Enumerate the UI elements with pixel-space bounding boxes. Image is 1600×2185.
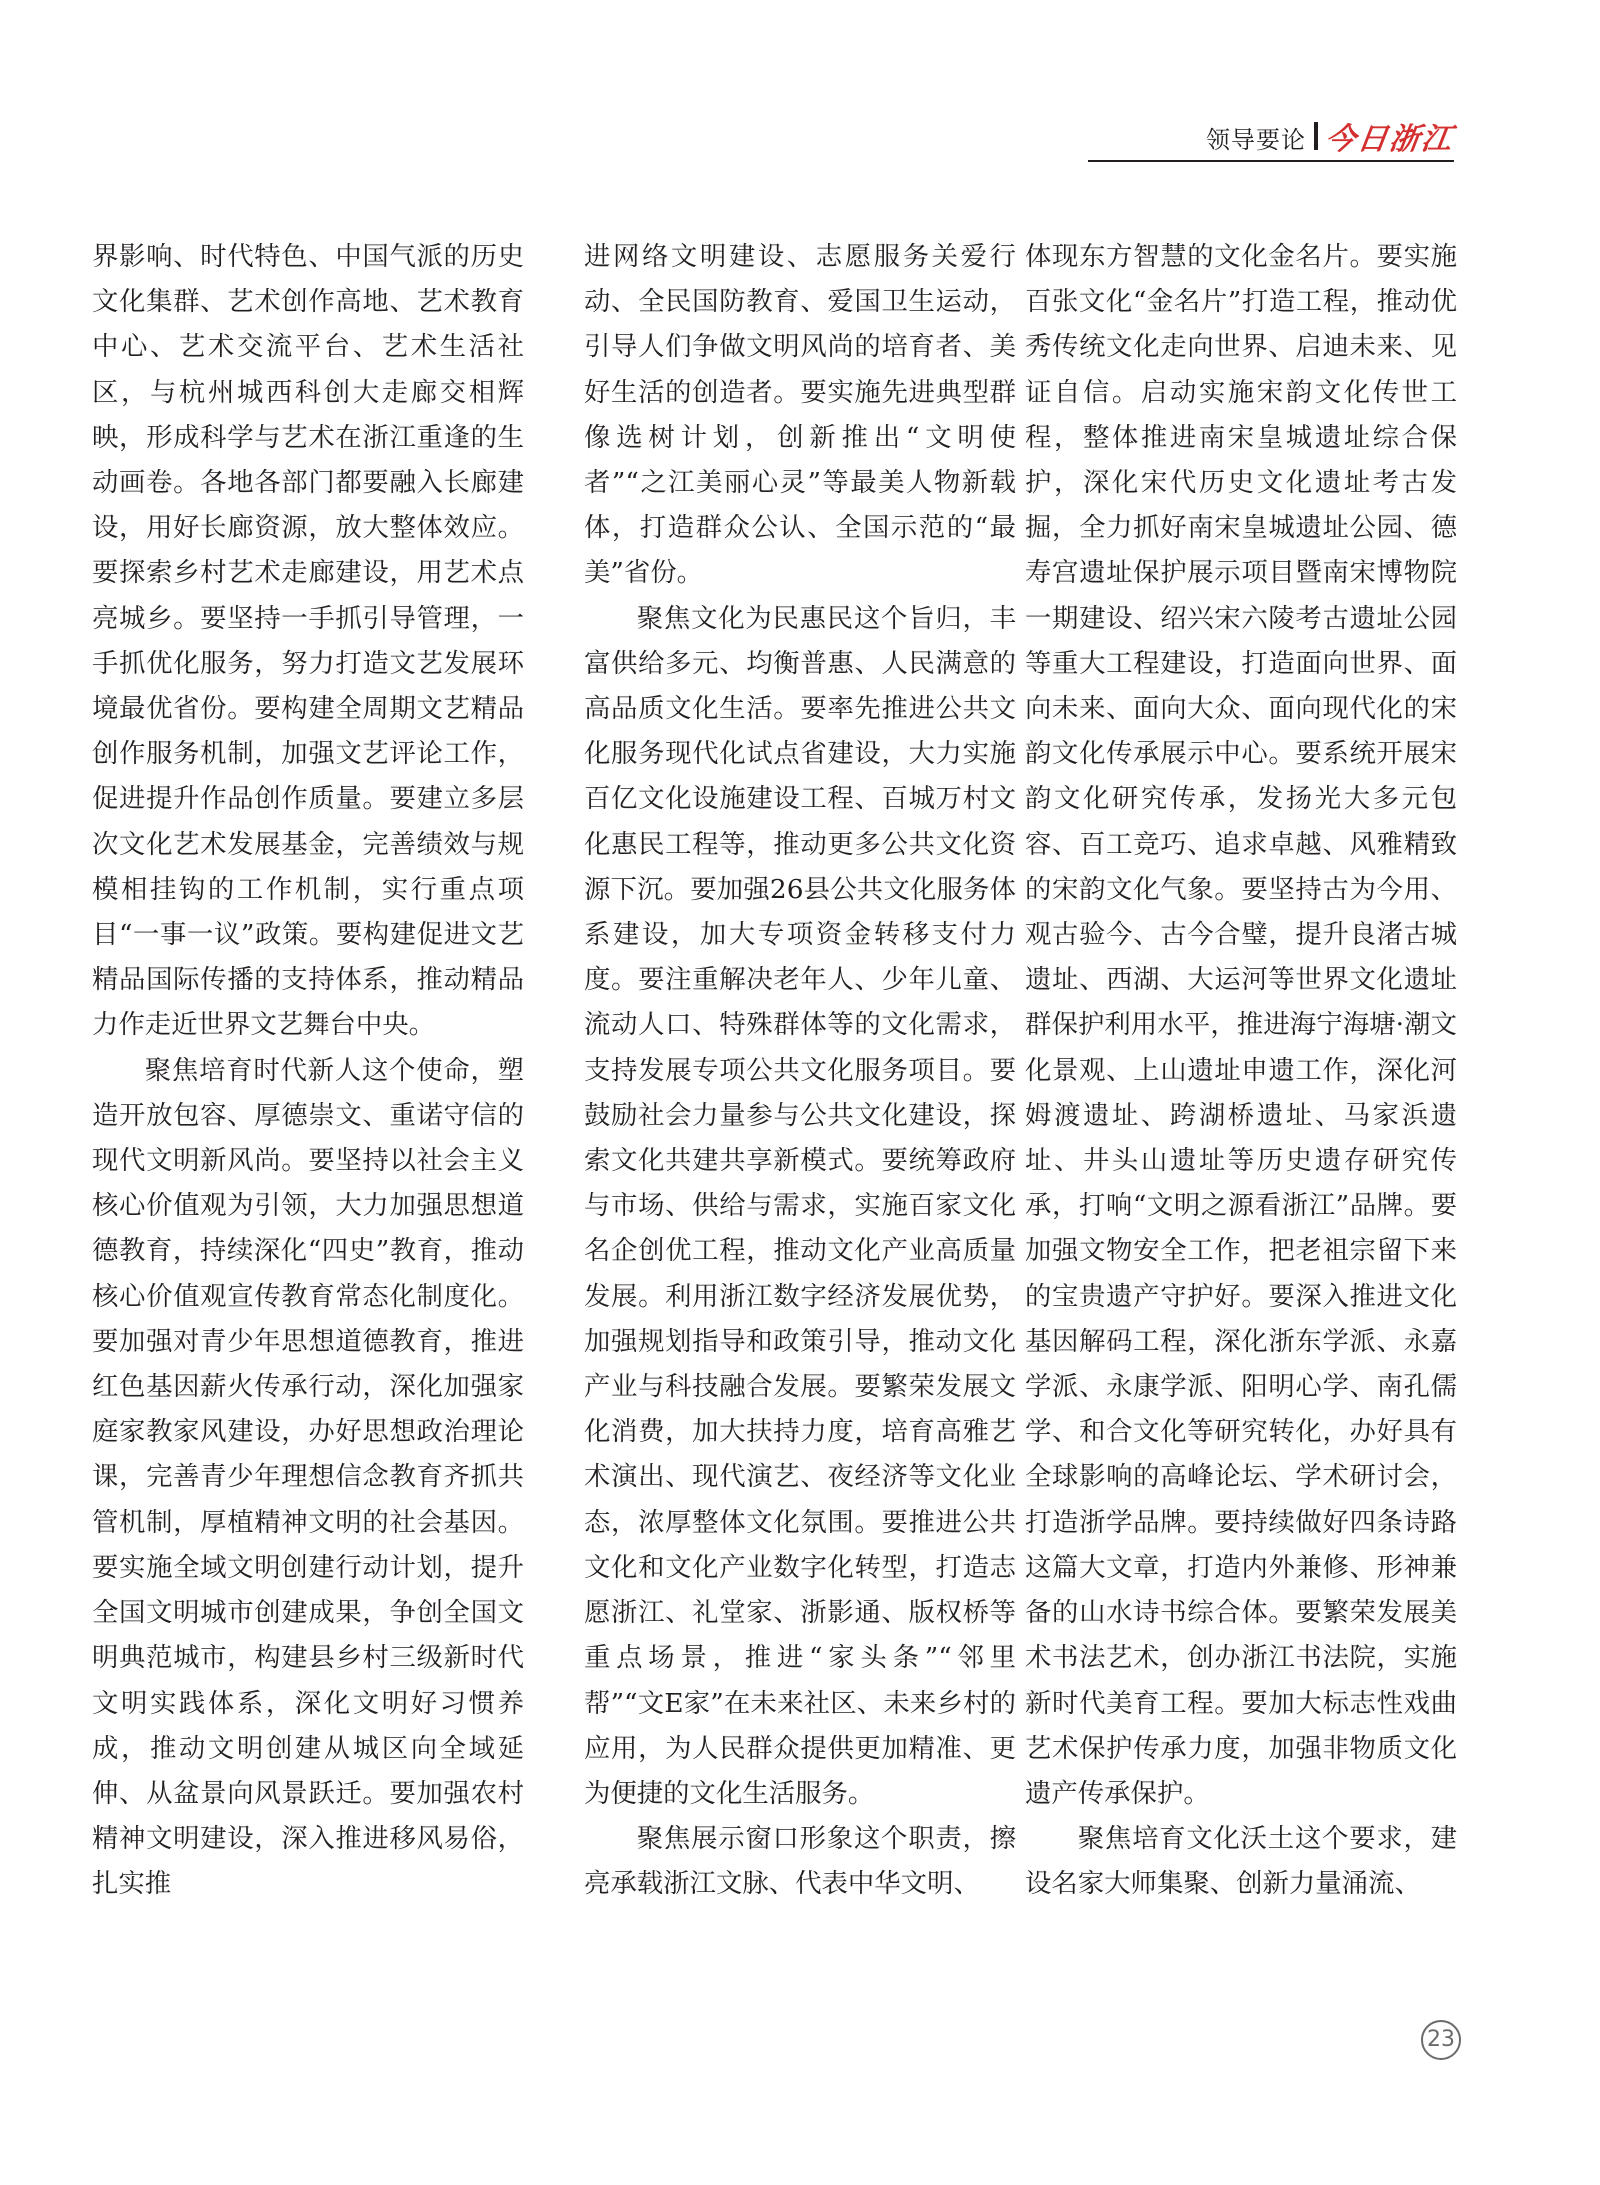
section-title: 领导要论 [1206, 126, 1306, 154]
text-column-3 [1025, 234, 1457, 2094]
paragraph: 进网络文明建设、志愿服务关爱行动、全民国防教育、爱国卫生运动，引导人们争做文明风尚的培育者、美好生活的创造者。要实施先进典型群像选树计划，创新推出“文明使者”“之江美丽心灵”等最美人物新载体，打造群众公认、全国示范的“最美”省份。 [584, 241, 1016, 589]
magazine-logo: 今日浙江 [1323, 122, 1456, 157]
paragraph: 聚焦文化为民惠民这个旨归，丰富供给多元、均衡普惠、人民满意的高品质文化生活。要率先推进公共文化服务现代化试点省建设，大力实施百亿文化设施建设工程、百城万村文化惠民工程等，推动更多公共文化资源下沉。要加强26县公共文化服务体系建设，加大专项资金转移支付力度。要注重解决老年人、少年儿童、流动人口、特殊群体等的文化需求，支持发展专项公共文化服务项目。要鼓励社会力量参与公共文化建设，探索文化共建共享新模式。要统筹政府与市场、供给与需求，实施百家文化名企创优工程，推动文化产业高质量发展。利用浙江数字经济发展优势，加强规划指导和政策引导，推动文化产业与科技融合发展。要繁荣发展文化消费，加大扶持力度，培育高雅艺术演出、现代演艺、夜经济等文化业态，浓厚整体文化氛围。要推进公共文化和文化产业数字化转型，打造志愿浙江、礼堂家、浙影通、版权桥等重点场景，推进“家头条”“邻里帮”“文E家”在未来社区、未来乡村的应用，为人民群众提供更加精准、更为便捷的文化生活服务。 [584, 602, 1016, 1809]
paragraph: 界影响、时代特色、中国气派的历史文化集群、艺术创作高地、艺术教育中心、艺术交流平台、艺术生活社区，与杭州城西科创大走廊交相辉映，形成科学与艺术在浙江重逢的生动画卷。各地各部门都要融入长廊建设，用好长廊资源，放大整体效应。要探索乡村艺术走廊建设，用艺术点亮城乡。要坚持一手抓引导管理，一手抓优化服务，努力打造文艺发展环境最优省份。要构建全周期文艺精品创作服务机制，加强文艺评论工作，促进提升作品创作质量。要建立多层次文化艺术发展基金，完善绩效与规模相挂钩的工作机制，实行重点项目“一事一议”政策。要构建促进文艺精品国际传播的支持体系，推动精品力作走近世界文艺舞台中央。 [92, 241, 524, 1041]
paragraph: 聚焦展示窗口形象这个职责，擦亮承载浙江文脉、代表中华文明、 [584, 1823, 1016, 1900]
text-column-2 [584, 234, 1016, 2094]
paragraph: 聚焦培育文化沃土这个要求，建设名家大师集聚、创新力量涌流、 [1025, 1823, 1457, 1900]
paragraph: 体现东方智慧的文化金名片。要实施百张文化“金名片”打造工程，推动优秀传统文化走向世界、启迪未来、见证自信。启动实施宋韵文化传世工程，整体推进南宋皇城遗址综合保护，深化宋代历史文化遗址考古发掘，全力抓好南宋皇城遗址公园、德寿宫遗址保护展示项目暨南宋博物院一期建设、绍兴宋六陵考古遗址公园等重大工程建设，打造面向世界、面向未来、面向大众、面向现代化的宋韵文化传承展示中心。要系统开展宋韵文化研究传承，发扬光大多元包容、百工竞巧、追求卓越、风雅精致的宋韵文化气象。要坚持古为今用、观古验今、古今合璧，提升良渚古城遗址、西湖、大运河等世界文化遗址群保护利用水平，推进海宁海塘·潮文化景观、上山遗址申遗工作，深化河姆渡遗址、跨湖桥遗址、马家浜遗址、井头山遗址等历史遗存研究传承，打响“文明之源看浙江”品牌。要加强文物安全工作，把老祖宗留下来的宝贵遗产守护好。要深入推进文化基因解码工程，深化浙东学派、永嘉学派、永康学派、阳明心学、南孔儒学、和合文化等研究转化，办好具有全球影响的高峰论坛、学术研讨会，打造浙学品牌。要持续做好四条诗路这篇大文章，打造内外兼修、形神兼备的山水诗书综合体。要繁荣发展美术书法艺术，创办浙江书法院，实施新时代美育工程。要加大标志性戏曲艺术保护传承力度，加强非物质文化遗产传承保护。 [1025, 241, 1457, 1809]
text-column-1 [92, 234, 524, 2094]
paragraph: 聚焦培育时代新人这个使命，塑造开放包容、厚德崇文、重诺守信的现代文明新风尚。要坚持以社会主义核心价值观为引领，大力加强思想道德教育，持续深化“四史”教育，推动核心价值观宣传教育常态化制度化。要加强对青少年思想道德教育，推进红色基因薪火传承行动，深化加强家庭家教家风建设，办好思想政治理论课，完善青少年理想信念教育齐抓共管机制，厚植精神文明的社会基因。要实施全域文明创建行动计划，提升全国文明城市创建成果，争创全国文明典范城市，构建县乡村三级新时代文明实践体系，深化文明好习惯养成，推动文明创建从城区向全域延伸、从盆景向风景跃迁。要加强农村精神文明建设，深入推进移风易俗，扎实推 [92, 1054, 524, 1900]
page-header [1088, 118, 1454, 162]
header-divider [1314, 122, 1318, 150]
page-number: 23 [1421, 2020, 1461, 2060]
